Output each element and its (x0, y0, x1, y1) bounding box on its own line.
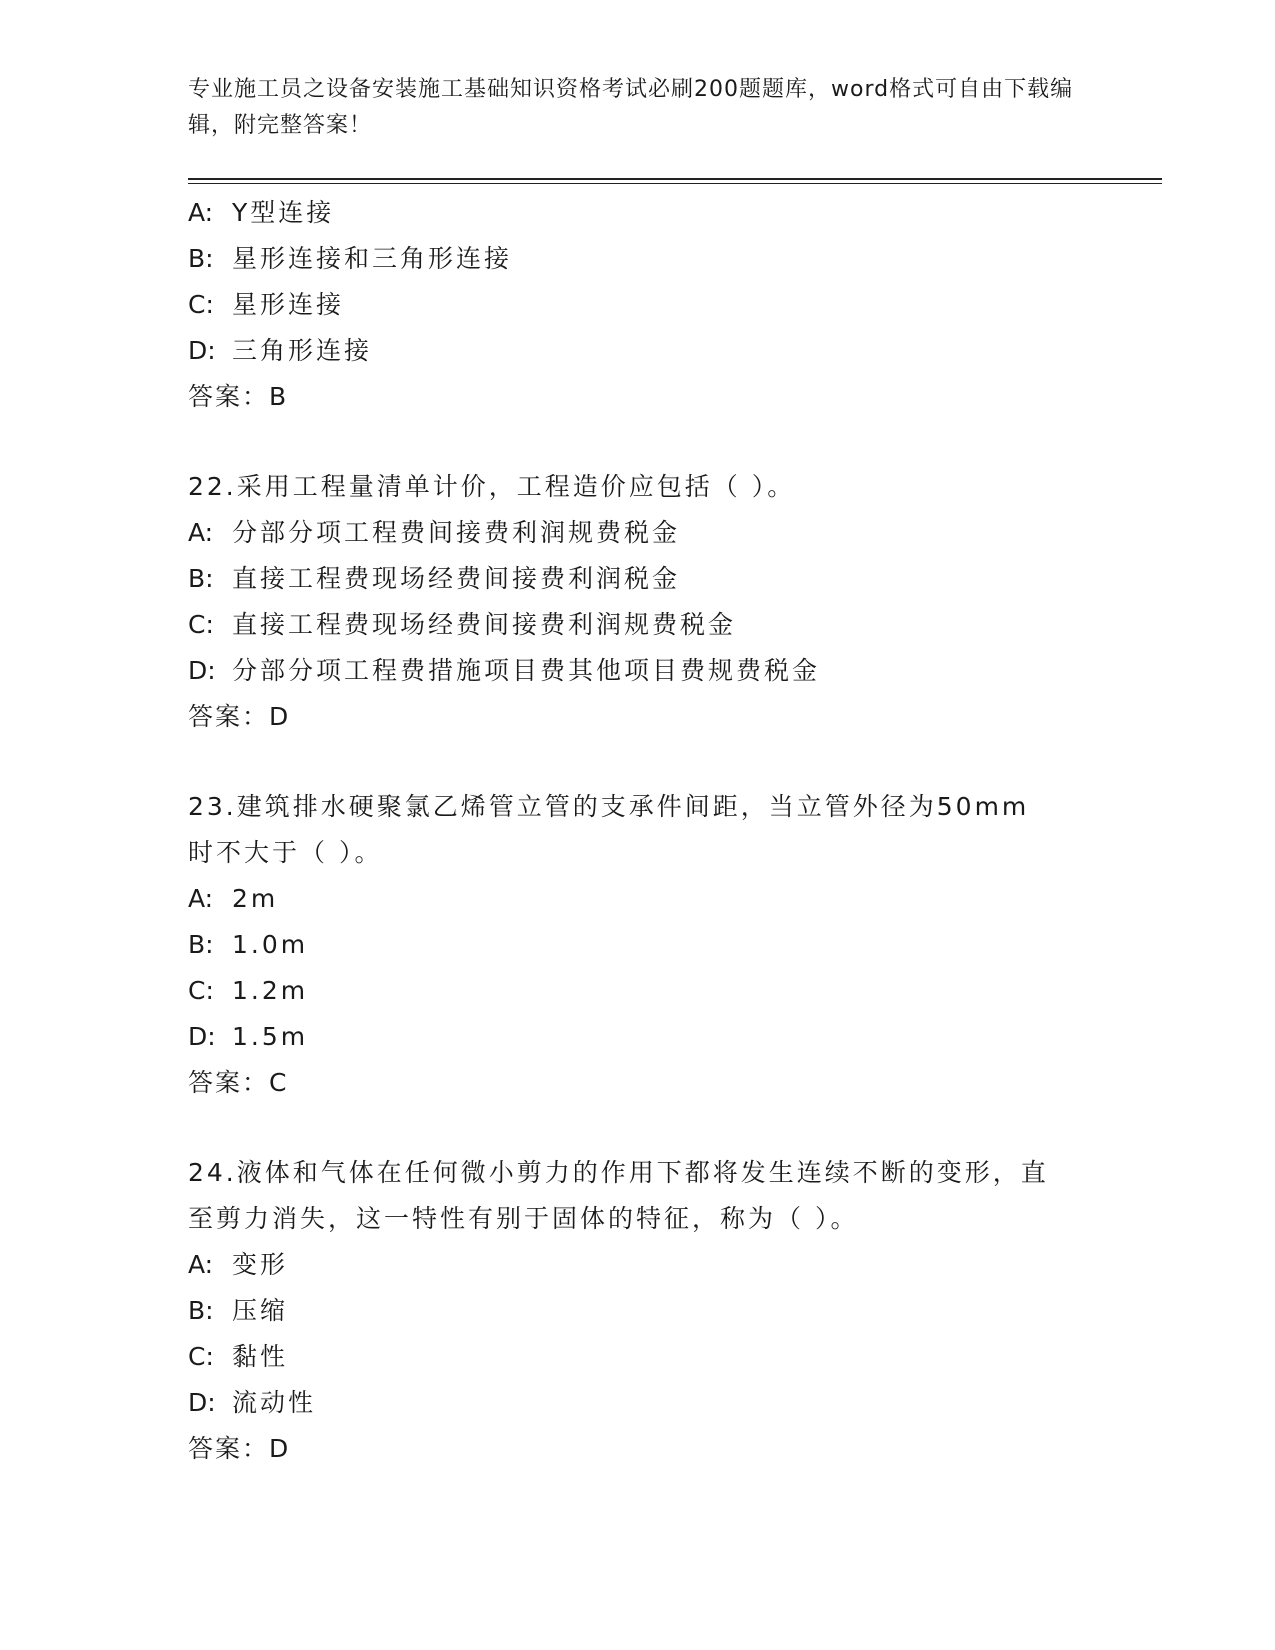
option-b: B: 星形连接和三角形连接 (188, 244, 513, 273)
option-a: A: 变形 (188, 1250, 289, 1279)
option-d: D: 流动性 (188, 1388, 317, 1417)
option-d: D: 三角形连接 (188, 336, 373, 365)
option-b: B: 压缩 (188, 1296, 289, 1325)
answer: 答案：D (188, 702, 291, 731)
question-stem: 22.采用工程量清单计价，工程造价应包括（ ）。 (188, 472, 796, 501)
option-d: D: 分部分项工程费措施项目费其他项目费规费税金 (188, 656, 821, 685)
option-c: C: 星形连接 (188, 290, 345, 319)
answer: 答案：C (188, 1068, 289, 1097)
question-23 (188, 784, 1088, 1106)
answer: 答案：D (188, 1434, 291, 1463)
question-list (188, 190, 1088, 1472)
option-b: B: 1.0m (188, 930, 309, 959)
option-a: A: 分部分项工程费间接费利润规费税金 (188, 518, 681, 547)
option-c: C: 黏性 (188, 1342, 289, 1371)
header-rule-thin (188, 183, 1162, 184)
option-d: D: 1.5m (188, 1022, 309, 1051)
question-24 (188, 1150, 1088, 1472)
header-rule-thick (188, 178, 1162, 180)
question-22 (188, 464, 1088, 740)
answer: 答案：B (188, 382, 289, 411)
question-21 (188, 190, 1088, 420)
question-stem: 23.建筑排水硬聚氯乙烯管立管的支承件间距，当立管外径为50mm时不大于（ ）。 (188, 792, 1030, 867)
question-stem: 24.液体和气体在任何微小剪力的作用下都将发生连续不断的变形，直至剪力消失，这一特性有别于固体的特征，称为（ ）。 (188, 1158, 1049, 1233)
option-a: A: Y型连接 (188, 198, 335, 227)
option-c: C: 1.2m (188, 976, 309, 1005)
document-header: 专业施工员之设备安装施工基础知识资格考试必刷200题题库，word格式可自由下载编辑，附完整答案！ (188, 77, 1074, 138)
option-c: C: 直接工程费现场经费间接费利润规费税金 (188, 610, 737, 639)
option-a: A: 2m (188, 884, 279, 913)
option-b: B: 直接工程费现场经费间接费利润税金 (188, 564, 681, 593)
